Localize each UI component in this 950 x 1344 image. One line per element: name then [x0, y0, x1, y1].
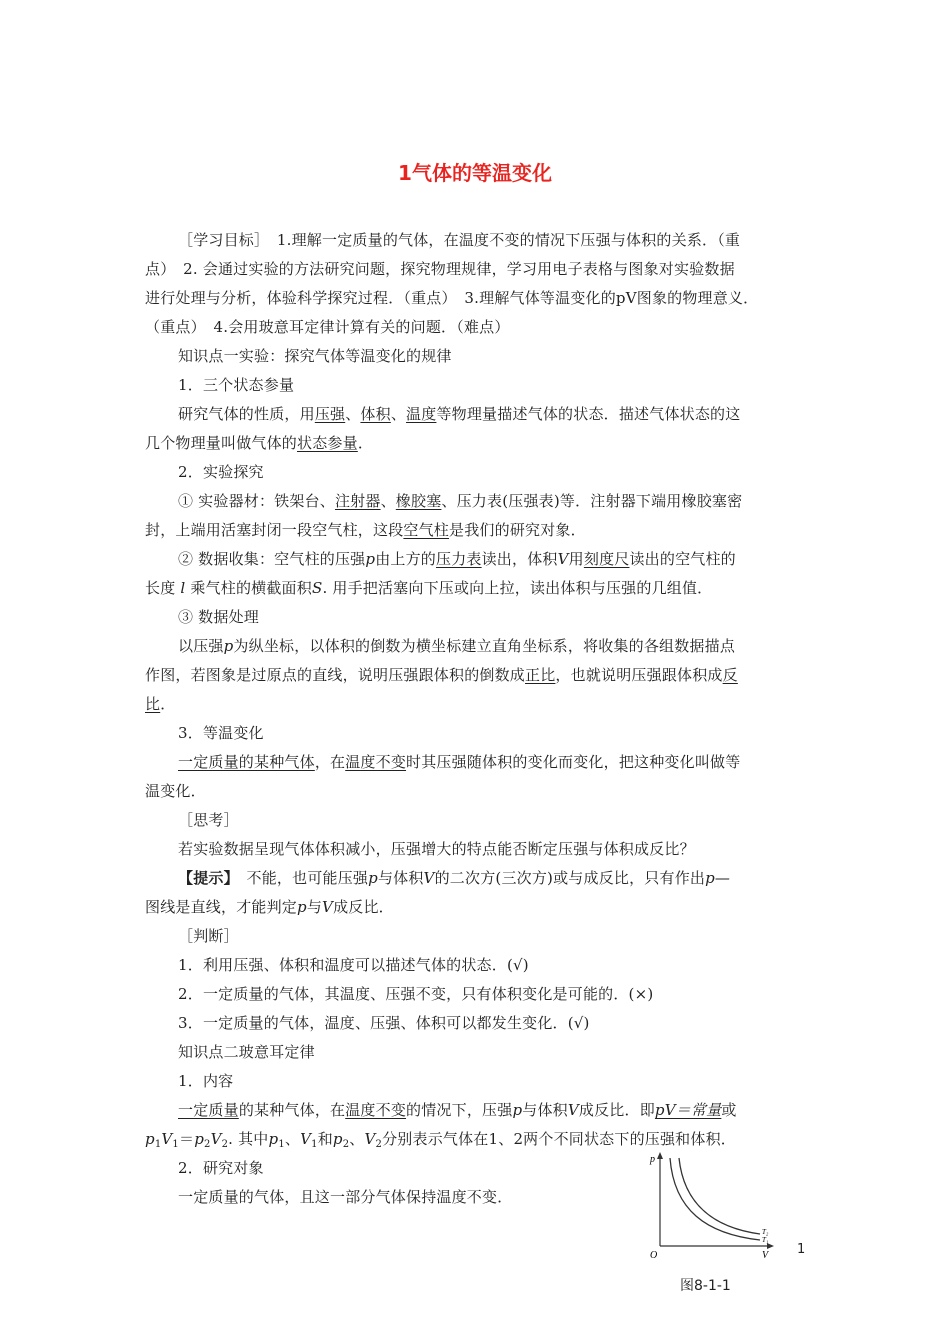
isotherm-curve-t2: [679, 1158, 760, 1234]
objectives-line-2: 点） 2. 会通过实验的方法研究问题，探究物理规律，学习用电子表格与图象对实验数据: [145, 260, 735, 278]
think-label: ［思考］: [178, 811, 239, 829]
v-axis-label: V: [762, 1250, 769, 1261]
section1-sub1: 1．三个状态参量: [178, 376, 295, 394]
paragraph-data-processing: 以压强p为纵坐标，以体积的倒数为横坐标建立直角坐标系，将收集的各组数据描点: [178, 637, 736, 655]
paragraph-equipment-cont: 封，上端用活塞封闭一段空气柱，这段空气柱是我们的研究对象．: [145, 521, 586, 539]
paragraph-state-params: 研究气体的性质，用压强、体积、温度等物理量描述气体的状态．描述气体状态的这: [178, 405, 741, 423]
paragraph-data-processing-title: ③ 数据处理: [178, 608, 259, 626]
hint-paragraph-cont: 图线是直线，才能判定p与V成反比．: [145, 898, 394, 916]
isotherm-figure: [646, 1150, 786, 1261]
paragraph-data-collection-cont: 长度 l 乘气柱的横截面积S. 用手把活塞向下压或向上拉，读出体积与压强的几组值．: [145, 579, 713, 597]
section1-sub2: 2．实验探究: [178, 463, 264, 481]
origin-label: O: [650, 1250, 658, 1261]
paragraph-data-processing-end: 比．: [145, 695, 176, 713]
objectives-line-4: （重点） 4.会用玻意耳定律计算有关的问题．（难点）: [145, 318, 510, 336]
think-question: 若实验数据呈现气体体积减小，压强增大的特点能否断定压强与体积成反比？: [178, 840, 695, 858]
page-title: 1气体的等温变化: [398, 161, 552, 185]
paragraph-data-collection: ② 数据收集：空气柱的压强p由上方的压力表读出，体积V用刻度尺读出的空气柱的: [178, 550, 736, 568]
page-number: 1: [797, 1242, 806, 1257]
section1-sub3: 3．等温变化: [178, 724, 264, 742]
section1-heading: 知识点一实验：探究气体等温变化的规律: [178, 347, 452, 365]
p-axis-arrow: [657, 1152, 663, 1159]
t2-label: T₂: [762, 1228, 769, 1236]
paragraph-data-processing-cont: 作图，若图象是过原点的直线，说明压强跟体积的倒数成正比，也就说明压强跟体积成反: [145, 666, 738, 684]
section2-heading: 知识点二玻意耳定律: [178, 1043, 315, 1061]
hint-paragraph: 【提示】 不能，也可能压强p与体积V的二次方(三次方)或与成反比，只有作出p—: [178, 869, 731, 887]
figure-caption: 图8-1-1: [680, 1278, 731, 1294]
paragraph-state-params-cont: 几个物理量叫做气体的状态参量．: [145, 434, 374, 452]
judge-item-1: 1．利用压强、体积和温度可以描述气体的状态．(√): [178, 956, 529, 974]
isotherm-curve-t1: [670, 1158, 760, 1240]
paragraph-boyle-law: 一定质量的某种气体，在温度不变的情况下，压强p与体积V成反比．即pV＝常量或: [178, 1101, 737, 1119]
t1-label: T₁: [762, 1236, 769, 1244]
paragraph-equipment: ① 实验器材：铁架台、注射器、橡胶塞、压力表(压强表)等．注射器下端用橡胶塞密: [178, 492, 743, 510]
judge-label: ［判断］: [178, 927, 239, 945]
p-axis-label: p: [650, 1154, 655, 1165]
section2-sub1: 1．内容: [178, 1072, 234, 1090]
paragraph-research-object: 一定质量的气体，且这一部分气体保持温度不变．: [178, 1188, 513, 1206]
paragraph-isothermal-cont: 温变化．: [145, 782, 206, 800]
objectives-line-1: ［学习目标］ 1.理解一定质量的气体，在温度不变的情况下压强与体积的关系．（重: [178, 231, 741, 249]
paragraph-boyle-law-cont: $p_1V_1=p_2V_2$. 其中$p_1$、$V_1$和$p_2$、$V_2$分别表示气体在1、2两个不同状态下的压强和体积．: [145, 1130, 736, 1150]
section2-sub2: 2．研究对象: [178, 1159, 264, 1177]
objectives-line-3: 进行处理与分析，体验科学探究过程．（重点） 3.理解气体等温变化的pV图象的物理意义．: [145, 289, 759, 307]
judge-item-3: 3．一定质量的气体，温度、压强、体积可以都发生变化．(√): [178, 1014, 590, 1032]
judge-item-2: 2．一定质量的气体，其温度、压强不变，只有体积变化是可能的．(×): [178, 985, 654, 1003]
paragraph-isothermal: 一定质量的某种气体，在温度不变时其压强随体积的变化而变化，把这种变化叫做等: [178, 753, 741, 771]
